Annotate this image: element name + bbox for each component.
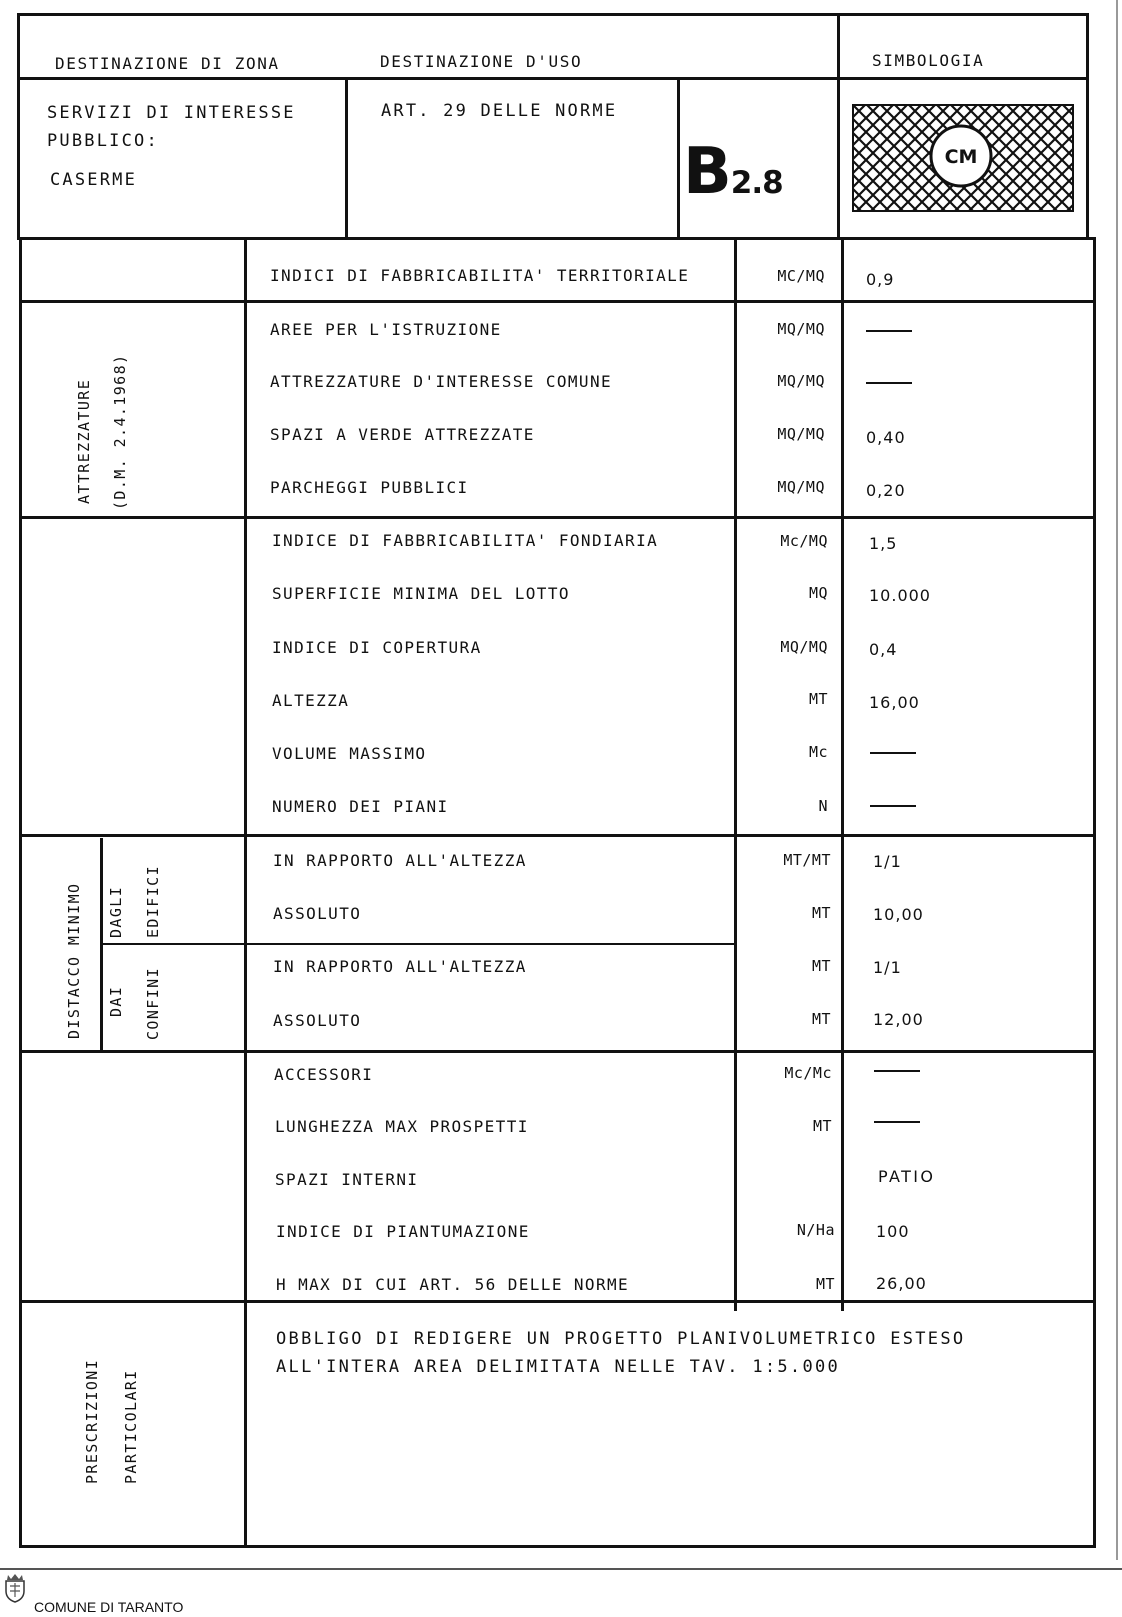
header-divider [17,77,1089,80]
distacco-row-value: 1/1 [873,958,902,977]
territorial-label: INDICI DI FABBRICABILITA' TERRITORIALE [270,266,690,285]
empty-value-dash [874,1121,920,1123]
fondiaria-row-value: 10.000 [869,586,931,605]
fondiaria-row-unit: N [818,797,828,815]
prescrizioni-label-a: PRESCRIZIONI [83,1358,101,1484]
fondiaria-row-label: NUMERO DEI PIANI [272,797,449,816]
row-divider-fondiaria [19,834,1096,837]
attrezzature-group-label: ATTREZZATURE [75,378,93,504]
simbologia-divider [837,13,840,240]
distacco-row-value: 12,00 [873,1010,924,1029]
empty-value-dash [870,805,916,807]
distacco-row-value: 1/1 [873,852,902,871]
empty-value-dash [866,382,912,384]
empty-value-dash [866,330,912,332]
empty-value-dash [870,752,916,754]
altri-row-unit: Mc/Mc [784,1064,832,1082]
attrezzature-row-unit: MQ/MQ [777,478,825,496]
footer-rule [0,1568,1122,1570]
attrezzature-row-label: SPAZI A VERDE ATTREZZATE [270,425,535,444]
zone-line-2: PUBBLICO: [47,131,159,151]
attrezzature-row-label: AREE PER L'ISTRUZIONE [270,320,502,339]
altri-row-label: SPAZI INTERNI [275,1170,419,1189]
altri-row-unit: MT [815,1275,835,1293]
fondiaria-row-unit: Mc/MQ [780,532,828,550]
row-divider-distacco [19,1050,1096,1053]
footer-label: COMUNE DI TARANTO [34,1599,184,1615]
scan-edge [1116,0,1118,1560]
altri-row-label: LUNGHEZZA MAX PROSPETTI [275,1117,529,1136]
zone-code-number: 2.8 [730,165,783,201]
altri-row-label: ACCESSORI [274,1065,374,1084]
distacco-row-unit: MT/MT [783,851,831,869]
prescrizioni-text-line-1: OBBLIGO DI REDIGERE UN PROGETTO PLANIVOLUMETRICO ESTESO [276,1329,966,1349]
attrezzature-row-value: 0,40 [866,428,906,447]
row-divider-altri [19,1300,1096,1303]
coat-of-arms-icon [2,1573,28,1603]
edifici-label-b: EDIFICI [144,864,162,938]
distacco-row-label: ASSOLUTO [273,1011,362,1030]
code-divider [677,77,680,240]
fondiaria-row-unit: MQ/MQ [780,638,828,656]
prescrizioni-text-line-2: ALL'INTERA AREA DELIMITATA NELLE TAV. 1:5.000 [276,1357,841,1377]
empty-value-dash [874,1070,920,1072]
attrezzature-group-sub: (D.M. 2.4.1968) [111,353,129,510]
distacco-group-label: DISTACCO MINIMO [65,882,83,1039]
zone-heading: DESTINAZIONE DI ZONA [55,54,280,73]
fondiaria-row-label: INDICE DI COPERTURA [272,638,482,657]
distacco-row-unit: MT [811,904,831,922]
zone-code [683,135,783,209]
fondiaria-row-label: INDICE DI FABBRICABILITA' FONDIARIA [272,531,659,550]
unit-column-divider [734,237,737,1311]
row-divider-edifici-confini [100,943,736,945]
altri-row-unit: N/Ha [796,1221,835,1239]
label-column-divider [244,237,247,1548]
altri-row-label: INDICE DI PIANTUMAZIONE [276,1222,530,1241]
altri-row-value: 26,00 [876,1274,927,1293]
symbol-label: CM [944,146,978,168]
altri-row-unit: MT [812,1117,832,1135]
row-divider-territorial [19,300,1096,303]
use-text: ART. 29 DELLE NORME [381,101,618,121]
fondiaria-row-label: ALTEZZA [272,691,350,710]
distacco-row-unit: MT [811,1010,831,1028]
zone-line-1: SERVIZI DI INTERESSE [47,103,296,123]
fondiaria-row-unit: MQ [808,584,828,602]
distacco-row-unit: MT [811,957,831,975]
crosshatch-symbol-icon [852,104,1074,212]
altri-row-label: H MAX DI CUI ART. 56 DELLE NORME [276,1275,630,1294]
confini-label-a: DAI [107,985,125,1017]
distacco-subdivider [100,838,103,1052]
attrezzature-row-label: ATTREZZATURE D'INTERESSE COMUNE [270,372,613,391]
zone-line-3: CASERME [50,170,138,190]
fondiaria-row-unit: MT [808,690,828,708]
altri-row-value: PATIO [878,1167,936,1186]
fondiaria-row-value: 1,5 [869,534,898,553]
fondiaria-row-value: 0,4 [869,640,898,659]
attrezzature-row-unit: MQ/MQ [777,320,825,338]
confini-label-b: CONFINI [144,966,162,1040]
territorial-unit: MC/MQ [777,267,825,285]
value-column-divider [841,237,844,1311]
distacco-row-value: 10,00 [873,905,924,924]
row-divider-attrezzature [19,516,1096,519]
fondiaria-row-label: SUPERFICIE MINIMA DEL LOTTO [272,584,570,603]
fondiaria-row-value: 16,00 [869,693,920,712]
edifici-label-a: DAGLI [107,885,125,938]
prescrizioni-label-b: PARTICOLARI [122,1369,140,1484]
attrezzature-row-unit: MQ/MQ [777,372,825,390]
symbol-heading: SIMBOLOGIA [872,51,985,70]
distacco-row-label: ASSOLUTO [273,904,362,923]
territorial-value: 0,9 [866,270,895,289]
zone-code-letter: B [683,135,731,209]
zone-divider [345,77,348,240]
altri-row-value: 100 [876,1222,910,1241]
attrezzature-row-label: PARCHEGGI PUBBLICI [270,478,469,497]
table-frame [19,237,1096,1548]
distacco-row-label: IN RAPPORTO ALL'ALTEZZA [273,851,527,870]
attrezzature-row-unit: MQ/MQ [777,425,825,443]
use-heading: DESTINAZIONE D'USO [380,52,583,71]
fondiaria-row-unit: Mc [808,743,828,761]
fondiaria-row-label: VOLUME MASSIMO [272,744,427,763]
distacco-row-label: IN RAPPORTO ALL'ALTEZZA [273,957,527,976]
attrezzature-row-value: 0,20 [866,481,906,500]
